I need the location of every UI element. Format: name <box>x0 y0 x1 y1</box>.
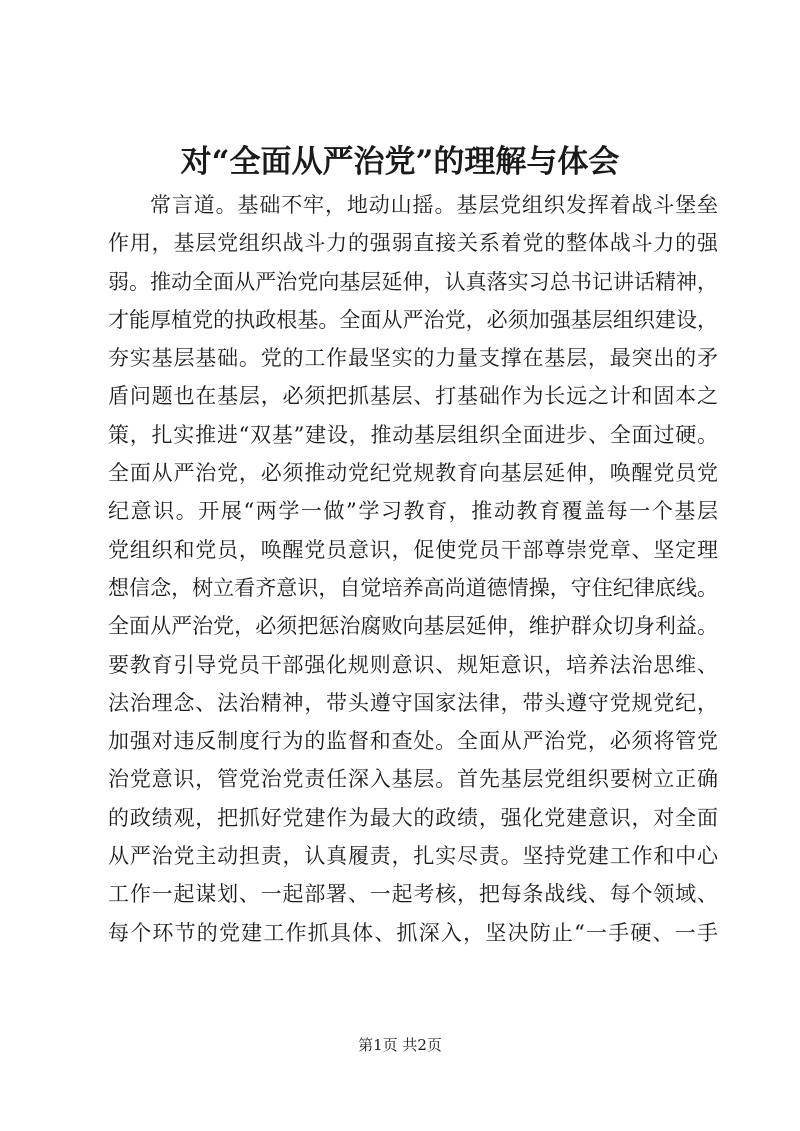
page-number-footer: 第1页 共2页 <box>358 1036 442 1054</box>
body-line: 全面从严治党，必须推动党纪党规教育向基层延伸，唤醒党员党 <box>108 461 718 486</box>
body-line: 盾问题也在基层，必须把抓基层、打基础作为长远之计和固本之 <box>108 384 718 409</box>
body-line: 想信念，树立看齐意识，自觉培养高尚道德情操，守住纪律底线。 <box>108 575 718 600</box>
document-title: 对“全面从严治党”的理解与体会 <box>180 144 620 180</box>
body-line: 法治理念、法治精神，带头遵守国家法律，带头遵守党规党纪， <box>108 690 718 715</box>
body-line: 弱。推动全面从严治党向基层延伸，认真落实习总书记讲话精神， <box>108 269 718 294</box>
body-line: 每个环节的党建工作抓具体、抓深入，坚决防止“一手硬、一手 <box>108 920 718 945</box>
body-line: 要教育引导党员干部强化规则意识、规矩意识，培养法治思维、 <box>108 652 718 677</box>
body-line: 的政绩观，把抓好党建作为最大的政绩，强化党建意识，对全面 <box>108 805 718 830</box>
body-line: 党组织和党员，唤醒党员意识，促使党员干部尊崇党章、坚定理 <box>108 537 718 562</box>
body-line: 工作一起谋划、一起部署、一起考核，把每条战线、每个领域、 <box>108 882 718 907</box>
body-line: 纪意识。开展“两学一做”学习教育，推动教育覆盖每一个基层 <box>108 499 718 524</box>
body-line: 才能厚植党的执政根基。全面从严治党，必须加强基层组织建设， <box>108 307 718 332</box>
body-line: 加强对违反制度行为的监督和查处。全面从严治党，必须将管党 <box>108 729 718 754</box>
body-line: 从严治党主动担责，认真履责，扎实尽责。坚持党建工作和中心 <box>108 844 718 869</box>
body-line: 常言道。基础不牢，地动山摇。基层党组织发挥着战斗堡垒 <box>150 193 718 217</box>
body-line: 作用，基层党组织战斗力的强弱直接关系着党的整体战斗力的强 <box>108 231 718 256</box>
body-line: 全面从严治党，必须把惩治腐败向基层延伸，维护群众切身利益。 <box>108 614 718 639</box>
body-line: 夯实基层基础。党的工作最坚实的力量支撑在基层，最突出的矛 <box>108 346 718 371</box>
document-body <box>108 186 718 952</box>
body-line: 治党意识，管党治党责任深入基层。首先基层党组织要树立正确 <box>108 767 718 792</box>
body-line: 策，扎实推进“双基”建设，推动基层组织全面进步、全面过硬。 <box>108 422 718 447</box>
